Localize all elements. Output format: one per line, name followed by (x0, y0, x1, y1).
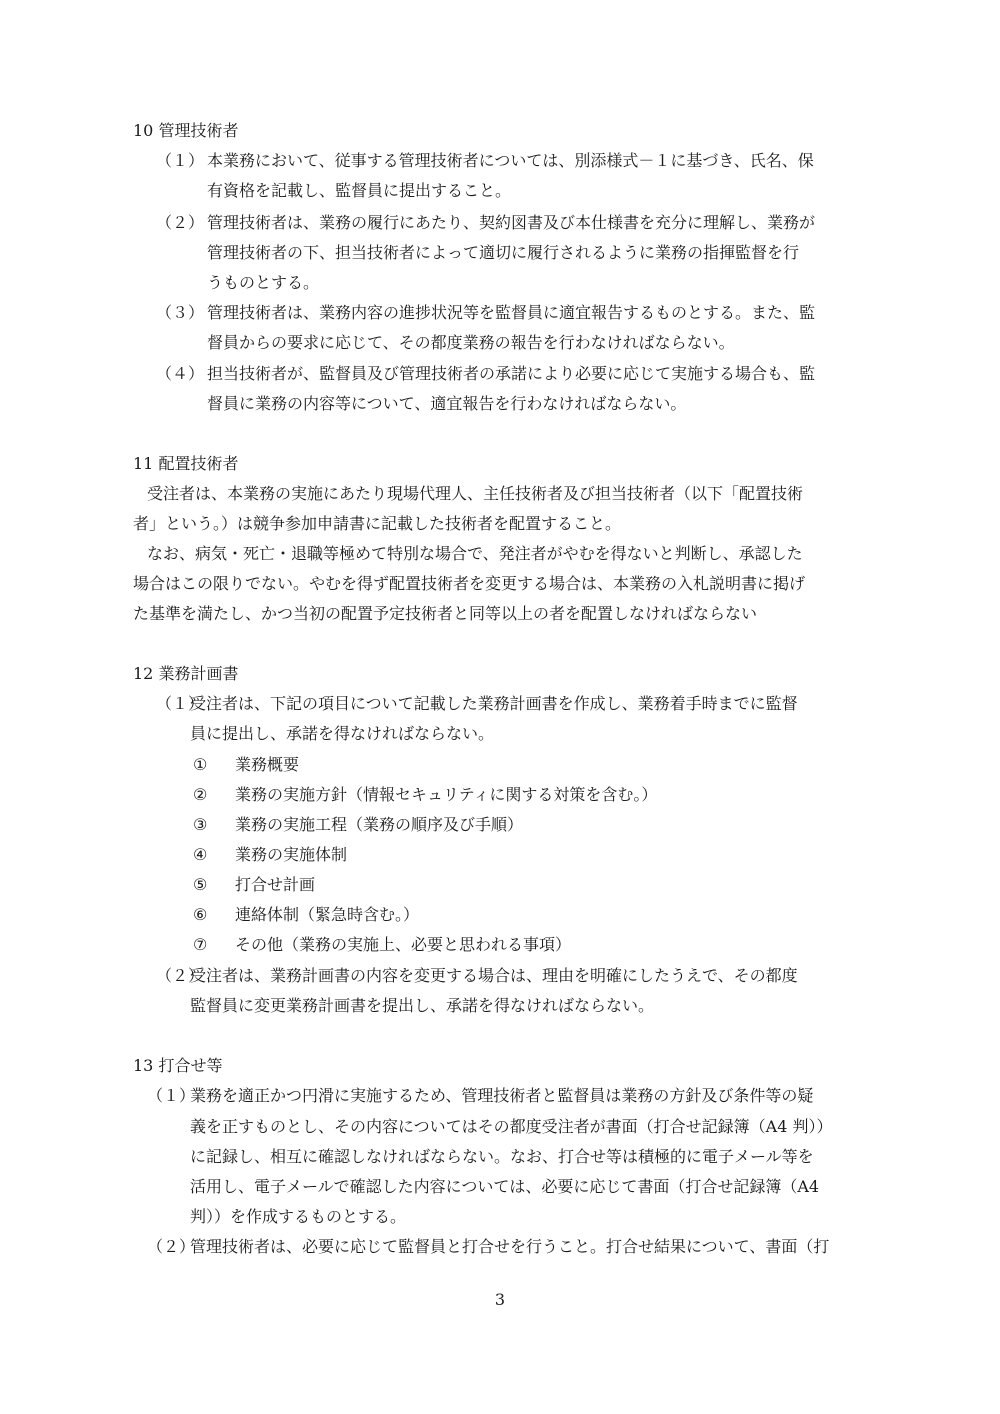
s10-item3-line2: 督員からの要求に応じて、その都度業務の報告を行わなければならない。 (207, 333, 735, 352)
s13-item1-line3: に記録し、相互に確認しなければならない。なお、打合せ等は積極的に電子メール等を (190, 1147, 814, 1166)
s12-list-text-4: 業務の実施体制 (235, 845, 348, 864)
s12-list-text-2: 業務の実施方針（情報セキュリティに関する対策を含む。） (235, 785, 658, 804)
s11-line5: た基準を満たし、かつ当初の配置予定技術者と同等以上の者を配置しなければならない (133, 604, 758, 623)
s10-item4-label: （４） (156, 364, 205, 383)
s12-item2-line2: 監督員に変更業務計画書を提出し、承諾を得なければならない。 (190, 996, 655, 1015)
s13-item1-line2: 義を正すものとし、その内容についてはその都度受注者が書面（打合せ記録簿（A4 判）） (190, 1117, 833, 1136)
s10-item3-label: （３） (156, 303, 205, 322)
s12-list-text-6: 連絡体制（緊急時含む。） (235, 905, 420, 924)
s12-list-text-3: 業務の実施工程（業務の順序及び手順） (235, 815, 524, 834)
s10-item3-line1: 管理技術者は、業務内容の進捗状況等を監督員に適宜報告するものとする。また、監 (207, 303, 816, 322)
s10-item4-line2: 督員に業務の内容等について、適宜報告を行わなければならない。 (207, 394, 687, 413)
s12-list-mark-6: ⑥ (193, 905, 208, 924)
s12-list-text-7: その他（業務の実施上、必要と思われる事項） (235, 935, 572, 954)
s11-line1: 受注者は、本業務の実施にあたり現場代理人、主任技術者及び担当技術者（以下「配置技術 (147, 484, 804, 503)
s10-item1-line1: 本業務において、従事する管理技術者については、別添様式－１に基づき、氏名、保 (207, 151, 814, 170)
section-12-heading: 12 業務計画書 (133, 664, 239, 683)
s11-line4: 場合はこの限りでない。やむを得ず配置技術者を変更する場合は、本業務の入札説明書に掲げ (133, 574, 806, 593)
s10-item4-line1: 担当技術者が、監督員及び管理技術者の承諾により必要に応じて実施する場合も、監 (207, 364, 816, 383)
s10-item1-line2: 有資格を記載し、監督員に提出すること。 (207, 181, 512, 200)
s10-item2-line3: うものとする。 (207, 273, 320, 292)
s13-item1-line1: 業務を適正かつ円滑に実施するため、管理技術者と監督員は業務の方針及び条件等の疑 (190, 1086, 814, 1105)
s11-line2: 者」という。）は競争参加申請書に記載した技術者を配置すること。 (133, 514, 622, 533)
s12-list-mark-5: ⑤ (193, 875, 208, 894)
s12-item2-label: （２） (156, 966, 205, 985)
s10-item2-line1: 管理技術者は、業務の履行にあたり、契約図書及び本仕様書を充分に理解し、業務が (207, 213, 816, 232)
page-number: 3 (494, 1290, 506, 1309)
s12-list-text-1: 業務概要 (235, 755, 300, 774)
s12-list-text-5: 打合せ計画 (235, 875, 316, 894)
section-11-heading: 11 配置技術者 (133, 454, 239, 473)
s10-item2-line2: 管理技術者の下、担当技術者によって適切に履行されるように業務の指揮監督を行 (207, 243, 800, 262)
s12-list-mark-1: ① (193, 755, 208, 774)
s12-item1-line1: 受注者は、下記の項目について記載した業務計画書を作成し、業務着手時までに監督 (190, 694, 798, 713)
s10-item2-label: （２） (156, 213, 205, 232)
s12-item2-line1: 受注者は、業務計画書の内容を変更する場合は、理由を明確にしたうえで、その都度 (190, 966, 798, 985)
s10-item1-label: （１） (156, 151, 205, 170)
s13-item1-label: （１） (147, 1086, 196, 1105)
s13-item1-line5: 判））を作成するものとする。 (190, 1207, 407, 1226)
s12-list-mark-2: ② (193, 785, 208, 804)
section-10-heading: 10 管理技術者 (133, 121, 239, 140)
s13-item1-line4: 活用し、電子メールで確認した内容については、必要に応じて書面（打合せ記録簿（A4 (190, 1177, 820, 1196)
section-13-heading: 13 打合せ等 (133, 1056, 223, 1075)
s13-item2-label: （２） (147, 1237, 196, 1256)
s12-item1-line2: 員に提出し、承諾を得なければならない。 (190, 724, 495, 743)
s12-item1-label: （１） (156, 694, 205, 713)
s12-list-mark-7: ⑦ (193, 935, 208, 954)
s12-list-mark-4: ④ (193, 845, 208, 864)
s11-line3: なお、病気・死亡・退職等極めて特別な場合で、発注者がやむを得ないと判断し、承認した (147, 544, 803, 563)
s12-list-mark-3: ③ (193, 815, 208, 834)
s13-item2-line1: 管理技術者は、必要に応じて監督員と打合せを行うこと。打合せ結果について、書面（打 (190, 1237, 830, 1256)
